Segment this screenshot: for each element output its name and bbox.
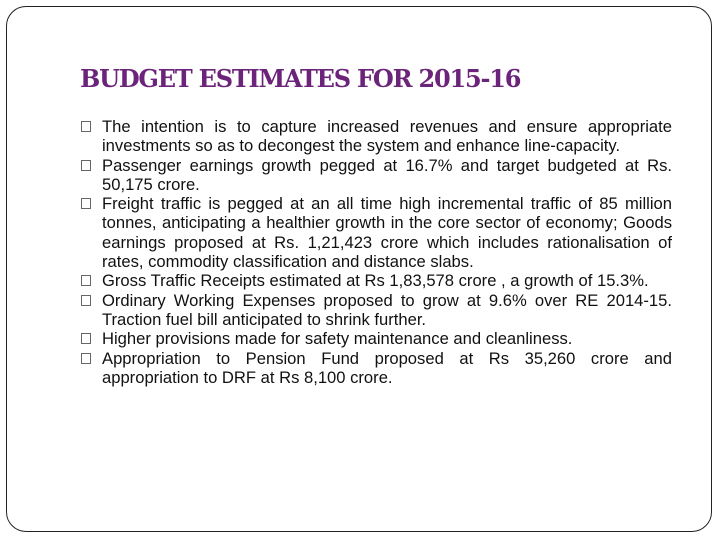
empty-square-icon — [81, 333, 91, 344]
empty-square-icon — [81, 295, 91, 306]
bullet-text: The intention is to capture increased revenues and ensure appropriate investments so as to decongest the system and enhance line-capacity. — [102, 117, 672, 156]
bullet-text: Higher provisions made for safety maintenance and cleanliness. — [102, 329, 573, 349]
bullet-item — [80, 349, 672, 388]
bullet-item — [80, 329, 672, 348]
bullet-text: Freight traffic is pegged at an all time high incremental traffic of 85 million tonnes, anticipating a healthier growth in the core sector of economy; Goods earnings proposed at Rs. 1,21,423 crore which includes rationalisation of rates, commodity classification and distance slabs. — [102, 194, 672, 272]
bullet-text: Gross Traffic Receipts estimated at Rs 1,83,578 crore , a growth of 15.3%. — [102, 271, 649, 291]
empty-square-icon — [81, 121, 91, 132]
empty-square-icon — [81, 275, 91, 286]
bullet-item — [80, 156, 672, 195]
bullet-text: Passenger earnings growth pegged at 16.7% and target budgeted at Rs. 50,175 crore. — [102, 155, 672, 194]
bullet-item — [80, 271, 672, 290]
slide-title: BUDGET ESTIMATES FOR 2015-16 — [80, 64, 521, 93]
empty-square-icon — [81, 198, 91, 209]
bullet-item — [80, 194, 672, 271]
bullet-item — [80, 117, 672, 156]
bullet-text: Ordinary Working Expenses proposed to grow at 9.6% over RE 2014-15. Traction fuel bill anticipated to shrink further. — [102, 290, 672, 329]
empty-square-icon — [81, 160, 91, 171]
bullet-text: Appropriation to Pension Fund proposed at Rs 35,260 crore and appropriation to DRF at Rs 8,100 crore. — [102, 348, 672, 387]
empty-square-icon — [81, 353, 91, 364]
bullet-list — [80, 117, 672, 387]
bullet-item — [80, 291, 672, 330]
